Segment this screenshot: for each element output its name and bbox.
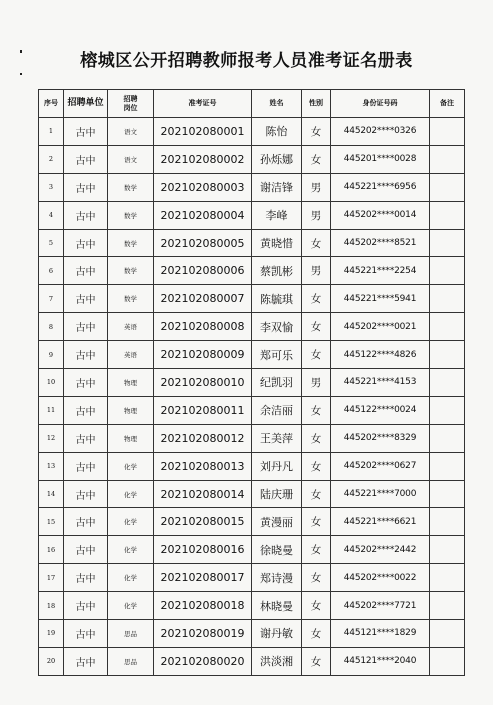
cell-id-no: 445201****0028 [331, 145, 430, 173]
cell-remark [430, 369, 465, 397]
cell-seq: 10 [39, 369, 64, 397]
cell-gender: 女 [302, 341, 331, 369]
cell-subject: 化学 [108, 592, 154, 620]
cell-subject: 英语 [108, 313, 154, 341]
cell-gender: 女 [302, 564, 331, 592]
cell-exam-no: 202102080005 [154, 229, 252, 257]
cell-unit: 古中 [64, 480, 108, 508]
cell-unit: 古中 [64, 620, 108, 648]
cell-remark [430, 201, 465, 229]
cell-remark [430, 647, 465, 675]
header-remark: 备注 [430, 90, 465, 118]
cell-exam-no: 202102080010 [154, 369, 252, 397]
cell-name: 陈毓琪 [252, 285, 302, 313]
cell-gender: 女 [302, 508, 331, 536]
cell-gender: 女 [302, 118, 331, 146]
cell-gender: 女 [302, 452, 331, 480]
cell-subject: 化学 [108, 564, 154, 592]
cell-gender: 女 [302, 424, 331, 452]
table-row [39, 145, 465, 173]
cell-seq: 20 [39, 647, 64, 675]
cell-subject: 物理 [108, 396, 154, 424]
table-row [39, 201, 465, 229]
cell-seq: 19 [39, 620, 64, 648]
cell-name: 王美萍 [252, 424, 302, 452]
cell-unit: 古中 [64, 145, 108, 173]
cell-gender: 男 [302, 173, 331, 201]
cell-gender: 女 [302, 647, 331, 675]
cell-exam-no: 202102080018 [154, 592, 252, 620]
cell-exam-no: 202102080015 [154, 508, 252, 536]
cell-remark [430, 229, 465, 257]
cell-exam-no: 202102080016 [154, 536, 252, 564]
cell-exam-no: 202102080012 [154, 424, 252, 452]
header-position-line1: 招聘 [123, 94, 138, 104]
cell-exam-no: 202102080008 [154, 313, 252, 341]
cell-subject: 物理 [108, 369, 154, 397]
table-row [39, 452, 465, 480]
cell-name: 刘丹凡 [252, 452, 302, 480]
cell-remark [430, 173, 465, 201]
cell-remark [430, 313, 465, 341]
cell-unit: 古中 [64, 285, 108, 313]
cell-seq: 6 [39, 257, 64, 285]
cell-gender: 女 [302, 145, 331, 173]
table-row [39, 313, 465, 341]
table-row [39, 480, 465, 508]
header-position [108, 90, 154, 118]
cell-gender: 女 [302, 396, 331, 424]
header-seq: 序号 [39, 90, 64, 118]
cell-name: 纪凯羽 [252, 369, 302, 397]
cell-exam-no: 202102080013 [154, 452, 252, 480]
header-name: 姓名 [252, 90, 302, 118]
cell-name: 谢洁锋 [252, 173, 302, 201]
cell-seq: 9 [39, 341, 64, 369]
cell-remark [430, 118, 465, 146]
header-position-line2: 岗位 [123, 102, 138, 112]
table-row [39, 118, 465, 146]
cell-subject: 数学 [108, 201, 154, 229]
header-id-no: 身份证号码 [331, 90, 430, 118]
cell-id-no: 445221****6621 [331, 508, 430, 536]
cell-name: 谢丹敏 [252, 620, 302, 648]
cell-seq: 17 [39, 564, 64, 592]
cell-name: 李峰 [252, 201, 302, 229]
cell-remark [430, 285, 465, 313]
scan-speck [20, 73, 22, 75]
cell-subject: 数学 [108, 257, 154, 285]
table-row [39, 647, 465, 675]
header-gender: 性别 [302, 90, 331, 118]
page-title: 榕城区公开招聘教师报考人员准考证名册表 [80, 51, 413, 71]
cell-id-no: 445202****0627 [331, 452, 430, 480]
cell-seq: 12 [39, 424, 64, 452]
cell-gender: 女 [302, 620, 331, 648]
cell-name: 陆庆珊 [252, 480, 302, 508]
cell-id-no: 445202****0022 [331, 564, 430, 592]
table-row [39, 396, 465, 424]
cell-unit: 古中 [64, 508, 108, 536]
cell-unit: 古中 [64, 118, 108, 146]
cell-subject: 思品 [108, 620, 154, 648]
cell-name: 李双愉 [252, 313, 302, 341]
cell-unit: 古中 [64, 313, 108, 341]
table-row [39, 564, 465, 592]
cell-exam-no: 202102080001 [154, 118, 252, 146]
cell-remark [430, 424, 465, 452]
table-body [39, 118, 465, 676]
table-row [39, 285, 465, 313]
table-row [39, 257, 465, 285]
cell-remark [430, 396, 465, 424]
cell-gender: 男 [302, 257, 331, 285]
cell-seq: 16 [39, 536, 64, 564]
cell-unit: 古中 [64, 201, 108, 229]
cell-id-no: 445202****0326 [331, 118, 430, 146]
cell-seq: 13 [39, 452, 64, 480]
cell-subject: 化学 [108, 480, 154, 508]
cell-unit: 古中 [64, 564, 108, 592]
cell-seq: 1 [39, 118, 64, 146]
cell-seq: 7 [39, 285, 64, 313]
cell-id-no: 445221****7000 [331, 480, 430, 508]
cell-remark [430, 452, 465, 480]
cell-name: 林晓曼 [252, 592, 302, 620]
cell-name: 徐晓曼 [252, 536, 302, 564]
cell-seq: 14 [39, 480, 64, 508]
cell-exam-no: 202102080006 [154, 257, 252, 285]
cell-gender: 女 [302, 285, 331, 313]
cell-seq: 5 [39, 229, 64, 257]
cell-unit: 古中 [64, 341, 108, 369]
cell-exam-no: 202102080003 [154, 173, 252, 201]
cell-exam-no: 202102080014 [154, 480, 252, 508]
cell-unit: 古中 [64, 173, 108, 201]
cell-gender: 女 [302, 536, 331, 564]
cell-id-no: 445202****8521 [331, 229, 430, 257]
cell-remark [430, 341, 465, 369]
cell-id-no: 445221****4153 [331, 369, 430, 397]
roster-table [38, 89, 465, 676]
table-row [39, 592, 465, 620]
cell-subject: 物理 [108, 424, 154, 452]
cell-exam-no: 202102080004 [154, 201, 252, 229]
table-row [39, 173, 465, 201]
cell-seq: 2 [39, 145, 64, 173]
cell-unit: 古中 [64, 647, 108, 675]
cell-subject: 语文 [108, 118, 154, 146]
cell-remark [430, 480, 465, 508]
cell-id-no: 445202****7721 [331, 592, 430, 620]
cell-subject: 数学 [108, 229, 154, 257]
cell-name: 陈怡 [252, 118, 302, 146]
table-row [39, 369, 465, 397]
cell-name: 黄漫丽 [252, 508, 302, 536]
cell-name: 孙烁娜 [252, 145, 302, 173]
cell-exam-no: 202102080017 [154, 564, 252, 592]
cell-id-no: 445121****2040 [331, 647, 430, 675]
table-row [39, 229, 465, 257]
cell-gender: 女 [302, 229, 331, 257]
cell-seq: 3 [39, 173, 64, 201]
cell-remark [430, 620, 465, 648]
cell-gender: 女 [302, 313, 331, 341]
cell-subject: 化学 [108, 508, 154, 536]
cell-id-no: 445221****5941 [331, 285, 430, 313]
cell-remark [430, 145, 465, 173]
cell-gender: 女 [302, 480, 331, 508]
cell-remark [430, 508, 465, 536]
cell-subject: 语文 [108, 145, 154, 173]
cell-id-no: 445202****2442 [331, 536, 430, 564]
cell-exam-no: 202102080002 [154, 145, 252, 173]
cell-seq: 4 [39, 201, 64, 229]
cell-unit: 古中 [64, 452, 108, 480]
cell-id-no: 445202****0014 [331, 201, 430, 229]
cell-id-no: 445202****0021 [331, 313, 430, 341]
cell-unit: 古中 [64, 369, 108, 397]
cell-name: 黄晓惜 [252, 229, 302, 257]
cell-subject: 化学 [108, 452, 154, 480]
cell-gender: 女 [302, 592, 331, 620]
table-row [39, 341, 465, 369]
cell-subject: 数学 [108, 285, 154, 313]
cell-name: 郑可乐 [252, 341, 302, 369]
cell-subject: 英语 [108, 341, 154, 369]
cell-name: 蔡凯彬 [252, 257, 302, 285]
cell-name: 洪淡湘 [252, 647, 302, 675]
cell-exam-no: 202102080009 [154, 341, 252, 369]
cell-seq: 8 [39, 313, 64, 341]
cell-id-no: 445221****6956 [331, 173, 430, 201]
cell-seq: 11 [39, 396, 64, 424]
cell-remark [430, 592, 465, 620]
cell-subject: 化学 [108, 536, 154, 564]
table-row [39, 508, 465, 536]
cell-unit: 古中 [64, 592, 108, 620]
cell-remark [430, 257, 465, 285]
cell-unit: 古中 [64, 229, 108, 257]
cell-seq: 15 [39, 508, 64, 536]
header-unit: 招聘单位 [64, 90, 108, 118]
table-row [39, 620, 465, 648]
cell-exam-no: 202102080019 [154, 620, 252, 648]
cell-name: 郑诗漫 [252, 564, 302, 592]
cell-id-no: 445122****4826 [331, 341, 430, 369]
cell-unit: 古中 [64, 424, 108, 452]
cell-unit: 古中 [64, 396, 108, 424]
table-header-row [39, 90, 465, 118]
cell-remark [430, 564, 465, 592]
cell-name: 余洁丽 [252, 396, 302, 424]
table-row [39, 536, 465, 564]
cell-exam-no: 202102080011 [154, 396, 252, 424]
cell-subject: 数学 [108, 173, 154, 201]
cell-id-no: 445122****0024 [331, 396, 430, 424]
cell-exam-no: 202102080007 [154, 285, 252, 313]
cell-unit: 古中 [64, 536, 108, 564]
cell-gender: 男 [302, 369, 331, 397]
header-exam-no: 准考证号 [154, 90, 252, 118]
cell-subject: 思品 [108, 647, 154, 675]
cell-unit: 古中 [64, 257, 108, 285]
cell-gender: 男 [302, 201, 331, 229]
cell-id-no: 445221****2254 [331, 257, 430, 285]
table-row [39, 424, 465, 452]
cell-remark [430, 536, 465, 564]
cell-seq: 18 [39, 592, 64, 620]
cell-id-no: 445121****1829 [331, 620, 430, 648]
cell-exam-no: 202102080020 [154, 647, 252, 675]
cell-id-no: 445202****8329 [331, 424, 430, 452]
